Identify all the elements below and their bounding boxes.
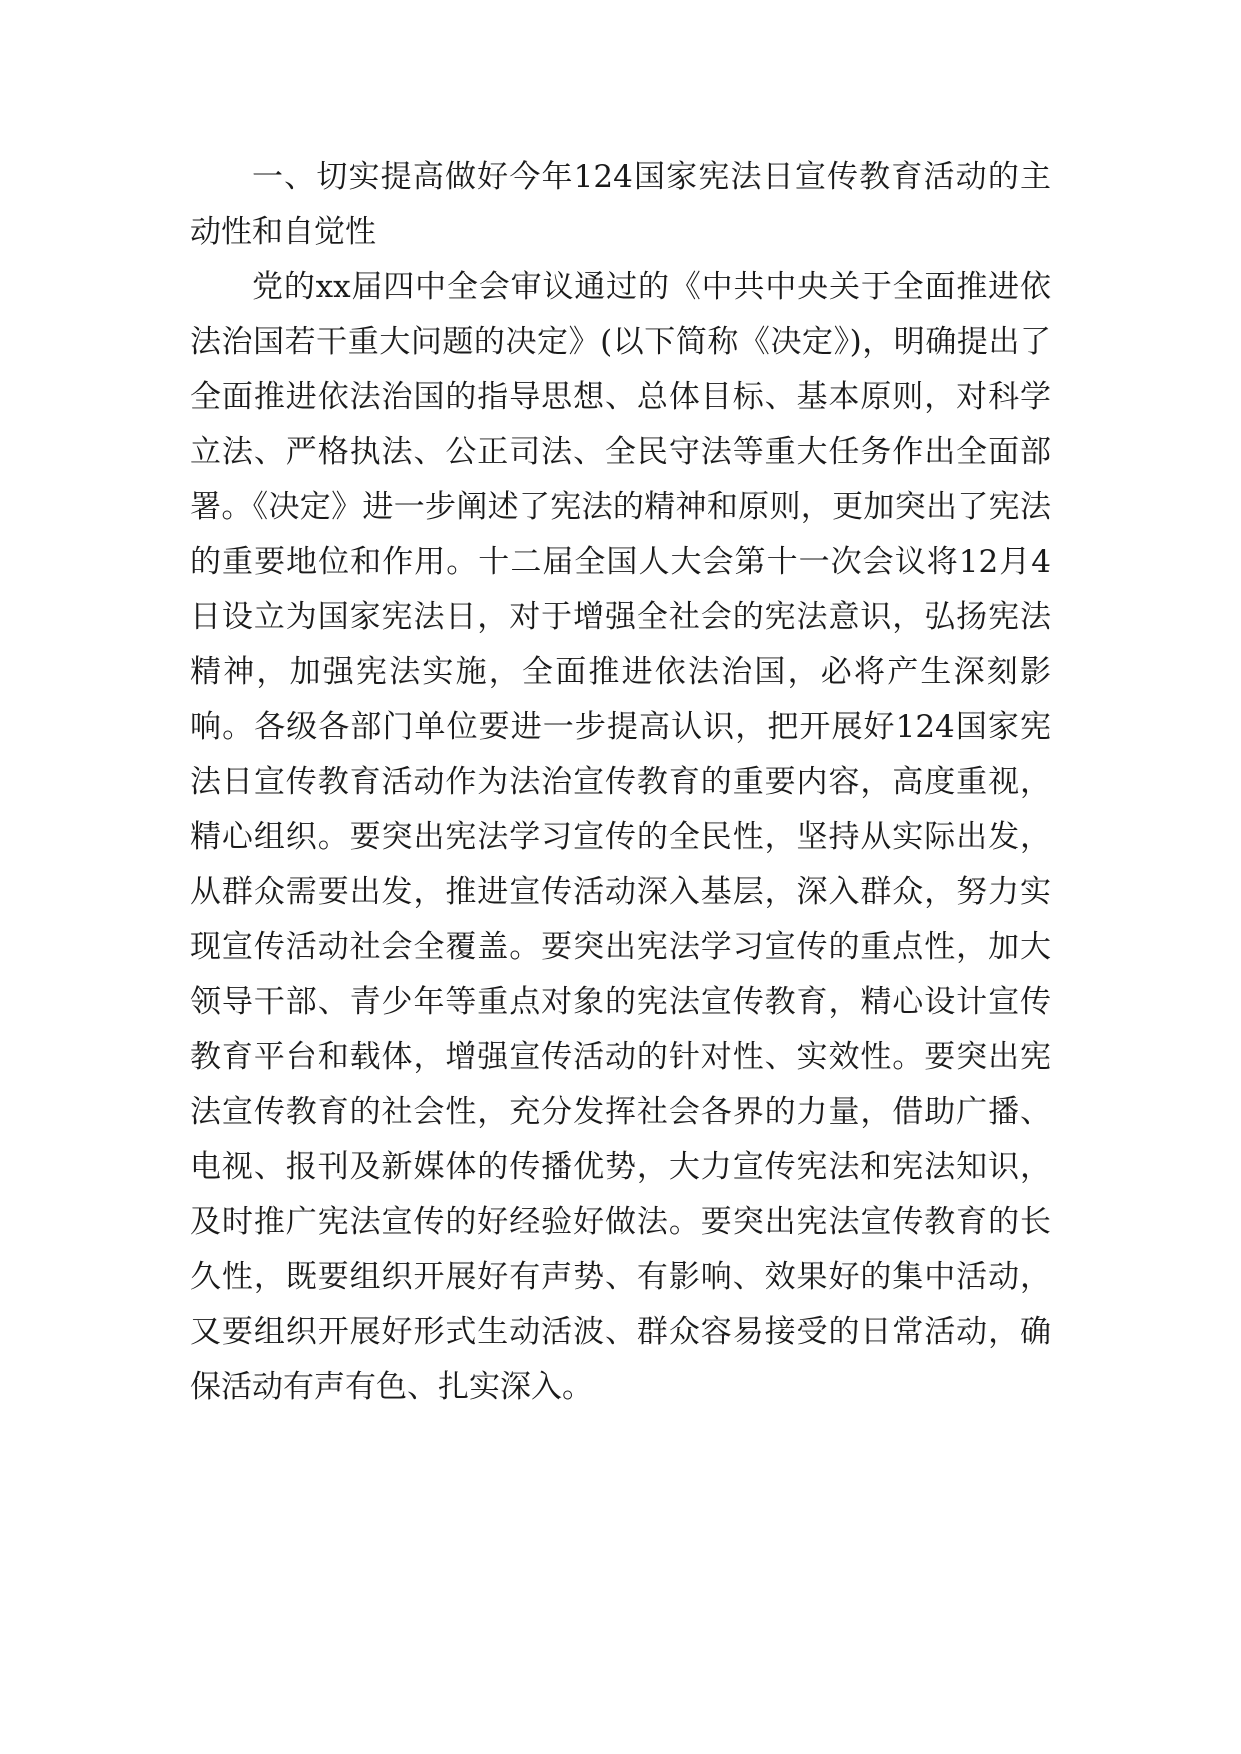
body-paragraph: 党的xx届四中全会审议通过的《中共中央关于全面推进依法治国若干重大问题的决定》(以下简称《决定》)，明确提出了全面推进依法治国的指导思想、总体目标、基本原则，对科学立法、严格执法、公正司法、全民守法等重大任务作出全面部署。《决定》进一步阐述了宪法的精神和原则，更加突出了宪法的重要地位和作用。十二届全国人大会第十一次会议将12月4日设立为国家宪法日，对于增强全社会的宪法意识，弘扬宪法精神，加强宪法实施，全面推进依法治国，必将产生深刻影响。各级各部门单位要进一步提高认识，把开展好124国家宪法日宣传教育活动作为法治宣传教育的重要内容，高度重视，精心组织。要突出宪法学习宣传的全民性，坚持从实际出发，从群众需要出发，推进宣传活动深入基层，深入群众，努力实现宣传活动社会全覆盖。要突出宪法学习宣传的重点性，加大领导干部、青少年等重点对象的宪法宣传教育，精心设计宣传教育平台和载体，增强宣传活动的针对性、实效性。要突出宪法宣传教育的社会性，充分发挥社会各界的力量，借助广播、电视、报刊及新媒体的传播优势，大力宣传宪法和宪法知识，及时推广宪法宣传的好经验好做法。要突出宪法宣传教育的长久性，既要组织开展好有声势、有影响、效果好的集中活动，又要组织开展好形式生动活波、群众容易接受的日常活动，确保活动有声有色、扎实深入。 <box>190 269 1051 1405</box>
section-heading: 一、切实提高做好今年124国家宪法日宣传教育活动的主动性和自觉性 <box>190 159 1051 250</box>
document-body <box>190 150 1051 1415</box>
